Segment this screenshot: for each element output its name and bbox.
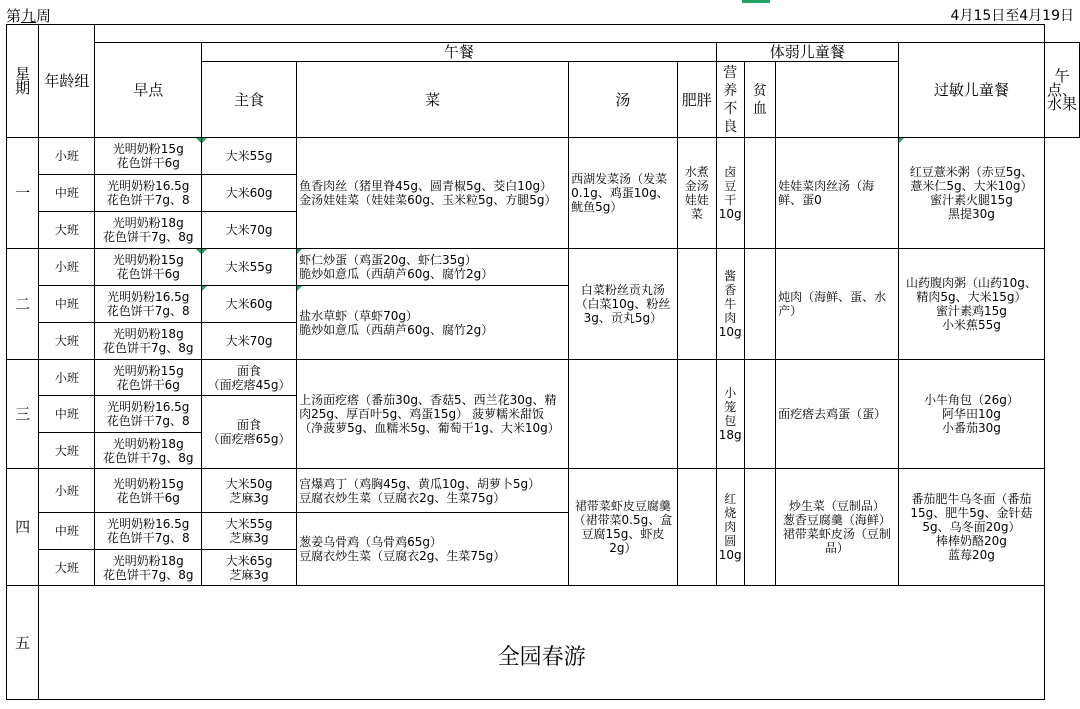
staple-cell[interactable]: 大米65g 芝麻3g (202, 550, 297, 586)
malnourished-header[interactable]: 营 养 不 良 (716, 62, 744, 138)
breakfast-cell[interactable]: 光明奶粉16.5g 花色饼干7g、8 (95, 286, 202, 323)
breakfast-cell[interactable]: 光明奶粉15g 花色饼干6g (95, 469, 202, 513)
breakfast-cell[interactable]: 光明奶粉16.5g 花色饼干7g、8 (95, 396, 202, 433)
obese-cell[interactable] (677, 469, 716, 586)
snack-cell[interactable]: 小牛角包（26g） 阿华田10g 小番茄30g (898, 360, 1044, 469)
breakfast-cell[interactable]: 光明奶粉15g 花色饼干6g (95, 360, 202, 396)
malnourished-cell[interactable]: 红 烧 肉 圆 10g (716, 469, 744, 586)
soup-cell[interactable] (569, 360, 678, 469)
allergy-header[interactable]: 过敏儿童餐 (898, 43, 1044, 138)
anemia-header[interactable]: 贫 血 (744, 62, 775, 138)
age-group-cell[interactable]: 中班 (39, 513, 95, 550)
lunch-header[interactable]: 午餐 (202, 43, 717, 62)
soup-header[interactable]: 汤 (569, 62, 678, 138)
staple-cell[interactable]: 大米60g (202, 175, 297, 212)
malnourished-cell[interactable]: 小 笼 包 18g (716, 360, 744, 469)
staple-cell[interactable]: 大米55g (202, 138, 297, 175)
age-group-cell[interactable]: 大班 (39, 550, 95, 586)
allergy-cell[interactable]: 炒生菜（豆制品） 葱香豆腐羹（海鲜） 裙带菜虾皮汤（豆制品） (776, 469, 899, 586)
breakfast-cell[interactable]: 光明奶粉18g 花色饼干7g、8g (95, 433, 202, 469)
age-group-cell[interactable]: 中班 (39, 175, 95, 212)
breakfast-header[interactable]: 早点 (95, 43, 202, 138)
obese-cell[interactable] (677, 249, 716, 360)
breakfast-cell[interactable]: 光明奶粉18g 花色饼干7g、8g (95, 323, 202, 360)
weekday-cell[interactable]: 一 (7, 138, 39, 249)
breakfast-cell[interactable]: 光明奶粉16.5g 花色饼干7g、8 (95, 175, 202, 212)
allergy-cell[interactable]: 面疙瘩去鸡蛋（蛋） (776, 360, 899, 469)
anemia-cell[interactable] (744, 138, 775, 249)
breakfast-cell[interactable]: 光明奶粉18g 花色饼干7g、8g (95, 550, 202, 586)
age-group-cell[interactable]: 小班 (39, 360, 95, 396)
weekday-cell[interactable]: 四 (7, 469, 39, 586)
staple-cell[interactable]: 大米55g 芝麻3g (202, 513, 297, 550)
breakfast-cell[interactable]: 光明奶粉16.5g 花色饼干7g、8 (95, 513, 202, 550)
obese-cell[interactable] (677, 360, 716, 469)
snack-cell[interactable]: 红豆薏米粥（赤豆5g、 薏米仁5g、大米10g） 蜜汁素火腿15g 黑提30g (898, 138, 1044, 249)
staple-cell[interactable]: 面食 （面疙瘩65g） (202, 396, 297, 469)
dish-header[interactable]: 菜 (297, 62, 569, 138)
soup-cell[interactable]: 裙带菜虾皮豆腐羹（裙带菜0.5g、盒豆腐15g、虾皮2g） (569, 469, 678, 586)
anemia-cell[interactable] (744, 249, 775, 360)
obese-cell[interactable]: 水煮 金汤 娃娃 菜 (677, 138, 716, 249)
snack-cell[interactable]: 山药腹肉粥（山药10g、 精肉5g、大米15g） 蜜汁素鸡15g 小米蕉55g (898, 249, 1044, 360)
age-group-cell[interactable]: 大班 (39, 323, 95, 360)
header-blank[interactable] (95, 25, 1045, 43)
staple-cell[interactable]: 大米50g 芝麻3g (202, 469, 297, 513)
staple-header[interactable]: 主食 (202, 62, 297, 138)
active-cell-indicator (742, 0, 770, 3)
dish-cell[interactable]: 葱姜乌骨鸡（乌骨鸡65g） 豆腐衣炒生菜（豆腐衣2g、生菜75g） (297, 513, 569, 586)
menu-table (6, 24, 1080, 700)
weekday-cell[interactable]: 五 (7, 586, 39, 700)
staple-cell[interactable]: 大米70g (202, 212, 297, 249)
age-group-cell[interactable]: 大班 (39, 212, 95, 249)
staple-cell[interactable]: 大米55g (202, 249, 297, 286)
dish-cell[interactable]: 盐水草虾（草虾70g） 脆炒如意瓜（西葫芦60g、腐竹2g） (297, 286, 569, 360)
weekday-cell[interactable]: 三 (7, 360, 39, 469)
dish-cell[interactable]: 上汤面疙瘩（番茄30g、香菇5、西兰花30g、精肉25g、厚百叶5g、鸡蛋15g） 菠萝糯米甜饭（净菠萝5g、血糯米5g、葡萄干1g、大米10g） (297, 360, 569, 469)
week-label: 第九周 (6, 7, 52, 25)
snack-fruit-header[interactable]: 午点、水果 (1045, 43, 1080, 138)
staple-cell[interactable]: 大米70g (202, 323, 297, 360)
malnourished-cell[interactable]: 卤 豆 干 10g (716, 138, 744, 249)
age-group-cell[interactable]: 小班 (39, 469, 95, 513)
age-group-cell[interactable]: 大班 (39, 433, 95, 469)
dish-cell[interactable]: 虾仁炒蛋（鸡蛋20g、虾仁35g） 脆炒如意瓜（西葫芦60g、腐竹2g） (297, 249, 569, 286)
snack-cell[interactable]: 番茄肥牛乌冬面（番茄15g、肥牛5g、金针菇5g、乌冬面20g） 棒棒奶酪20g 蓝莓20g (898, 469, 1044, 586)
weekday-cell[interactable]: 二 (7, 249, 39, 360)
spring-trip-note[interactable]: 全园春游 (39, 586, 1045, 700)
dish-cell[interactable]: 宫爆鸡丁（鸡胸45g、黄瓜10g、胡萝卜5g） 豆腐衣炒生菜（豆腐衣2g、生菜75g） (297, 469, 569, 513)
age-group-header[interactable]: 年龄组 (39, 25, 95, 138)
malnourished-cell[interactable]: 酱 香 牛 肉 10g (716, 249, 744, 360)
staple-cell[interactable]: 面食 （面疙瘩45g） (202, 360, 297, 396)
age-group-cell[interactable]: 小班 (39, 249, 95, 286)
dish-cell[interactable]: 鱼香肉丝（猪里脊45g、圆青椒5g、茭白10g） 金汤娃娃菜（娃娃菜60g、玉米粒5g、方腿5g） (297, 138, 569, 249)
anemia-cell[interactable] (744, 469, 775, 586)
breakfast-cell[interactable]: 光明奶粉18g 花色饼干7g、8g (95, 212, 202, 249)
obese-header[interactable]: 肥胖 (677, 62, 716, 138)
age-group-cell[interactable]: 中班 (39, 396, 95, 433)
soup-cell[interactable]: 西湖发菜汤（发菜0.1g、鸡蛋10g、鱿鱼5g） (569, 138, 678, 249)
allergy-cell[interactable]: 娃娃菜肉丝汤（海鲜、蛋0 (776, 138, 899, 249)
breakfast-cell[interactable]: 光明奶粉15g 花色饼干6g (95, 138, 202, 175)
age-group-cell[interactable]: 中班 (39, 286, 95, 323)
weekday-header[interactable]: 星 期 (7, 25, 39, 138)
breakfast-cell[interactable]: 光明奶粉15g 花色饼干6g (95, 249, 202, 286)
anemia-cell[interactable] (744, 360, 775, 469)
staple-cell[interactable]: 大米60g (202, 286, 297, 323)
date-range: 4月15日至4月19日 (950, 8, 1074, 24)
allergy-cell[interactable]: 炖肉（海鲜、蛋、水产） (776, 249, 899, 360)
soup-cell[interactable]: 白菜粉丝贡丸汤（白菜10g、粉丝3g、贡丸5g） (569, 249, 678, 360)
age-group-cell[interactable]: 小班 (39, 138, 95, 175)
weak-children-header[interactable]: 体弱儿童餐 (716, 43, 898, 62)
